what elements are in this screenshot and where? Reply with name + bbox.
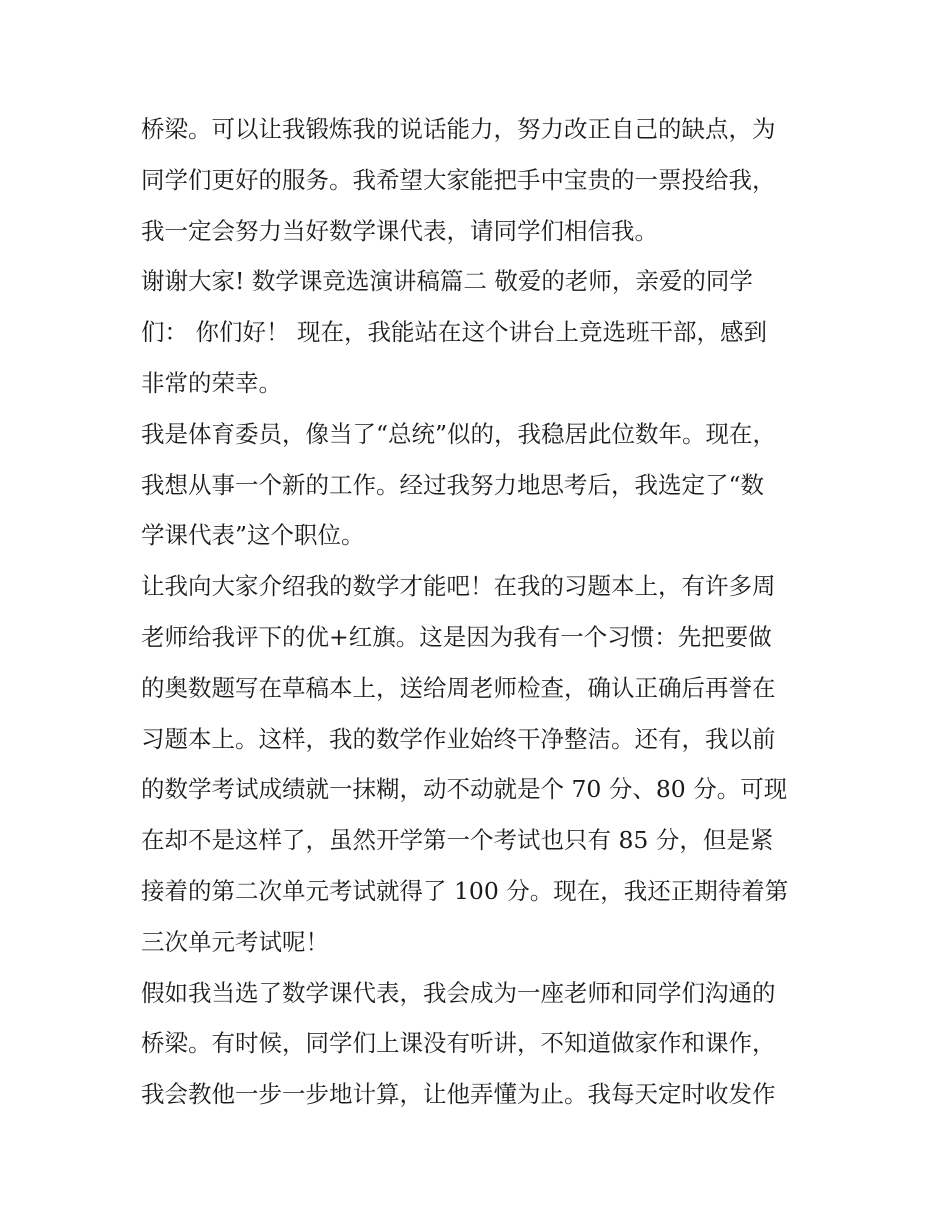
text-line: 老师给我评下的优+红旗。这是因为我有一个习惯：先把要做 [141,622,772,651]
text-line: 我一定会努力当好数学课代表，请同学们相信我。 [141,216,658,245]
text-line: 谢谢大家! 数学课竞选演讲稿篇二 敬爱的老师，亲爱的同学 [141,267,753,296]
text-line: 接着的第二次单元考试就得了 100 分。现在，我还正期待着第 [141,876,789,905]
text-line: 让我向大家介绍我的数学才能吧！在我的习题本上，有许多周 [141,572,776,601]
text-line: 习题本上。这样，我的数学作业始终干净整洁。还有，我以前 [141,724,776,753]
text-line: 假如我当选了数学课代表，我会成为一座老师和同学们沟通的 [141,978,776,1007]
document-body [141,104,821,1120]
text-line: 三次单元考试呢！ [141,927,329,956]
text-line: 同学们更好的服务。我希望大家能把手中宝贵的一票投给我， [141,165,776,194]
text-line: 我会教他一步一步地计算，让他弄懂为止。我每天定时收发作 [141,1080,776,1109]
text-line: 我想从事一个新的工作。经过我努力地思考后，我选定了“数 [141,470,765,499]
text-line: 桥梁。可以让我锻炼我的说话能力，努力改正自己的缺点，为 [141,115,776,143]
text-line: 我是体育委员，像当了“总统”似的，我稳居此位数年。现在， [141,419,777,448]
text-line: 学课代表”这个职位。 [141,521,365,550]
text-line: 桥梁。有时候，同学们上课没有听讲，不知道做家作和课作， [141,1029,776,1058]
text-line: 非常的荣幸。 [141,368,282,397]
text-line: 的奥数题写在草稿本上，送给周老师检查，确认正确后再誉在 [141,673,776,702]
text-line: 的数学考试成绩就一抹糊，动不动就是个 70 分、80 分。可现 [141,775,788,804]
text-line: 在却不是这样了，虽然开学第一个考试也只有 85 分，但是紧 [141,826,774,855]
text-line: 们： 你们好！ 现在，我能站在这个讲台上竞选班干部，感到 [141,318,767,347]
